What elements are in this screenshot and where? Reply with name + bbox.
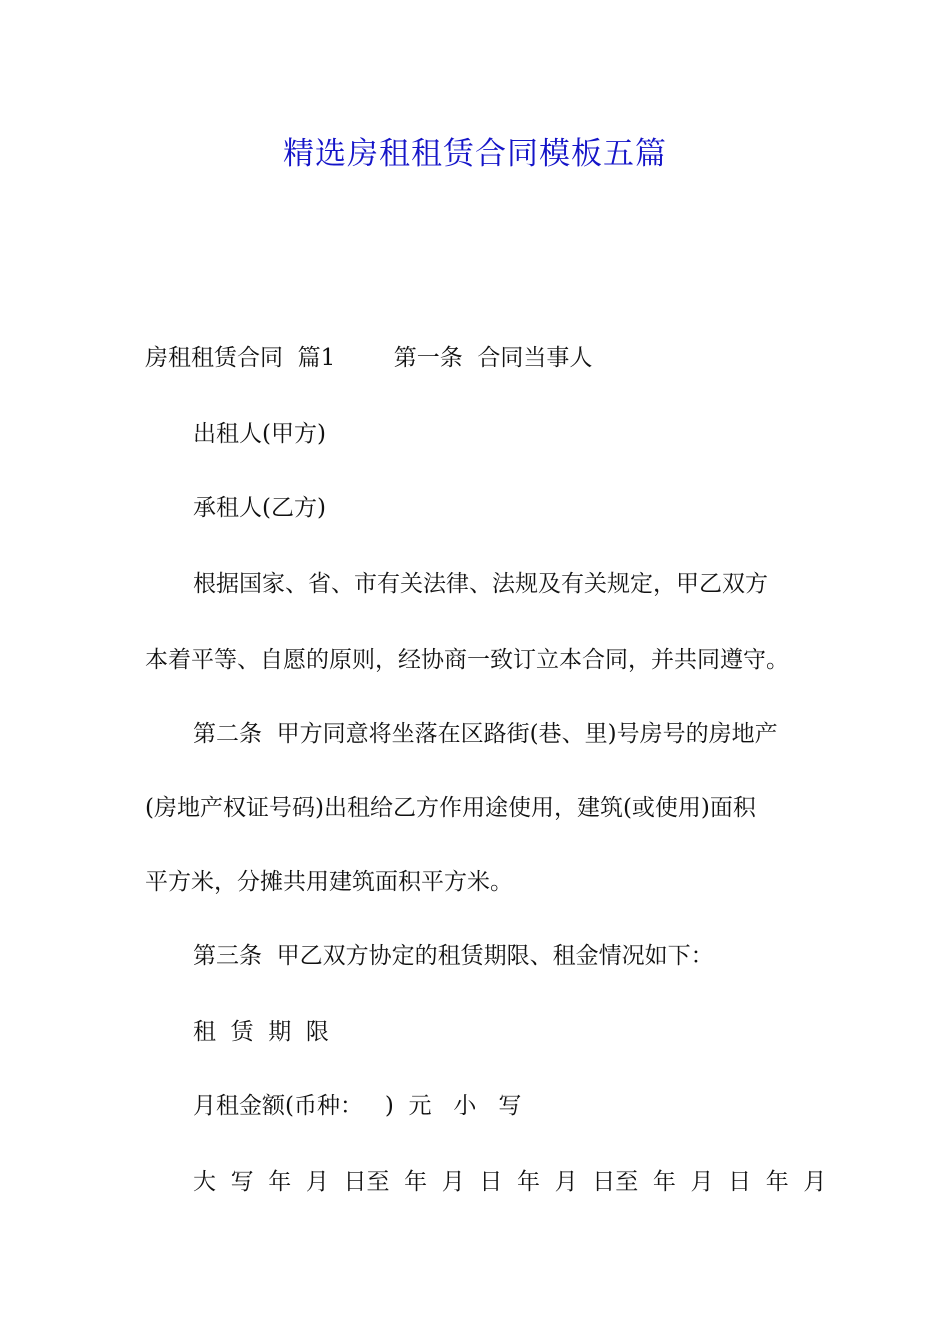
paragraph-line-7: (房地产权证号码)出租给乙方作用途使用，建筑(或使用)面积 (145, 795, 756, 821)
paragraph-line-6: 第二条 甲方同意将坐落在区路街(巷、里)号房号的房地产 (193, 721, 778, 747)
paragraph-line-8: 平方米，分摊共用建筑面积平方米。 (145, 869, 513, 895)
paragraph-line-4: 根据国家、省、市有关法律、法规及有关规定，甲乙双方 (193, 571, 768, 597)
paragraph-line-12: 大 写 年 月 日至 年 月 日 年 月 日至 年 月 日 年 月 (193, 1169, 827, 1195)
document-title: 精选房租租赁合同模板五篇 (283, 136, 667, 172)
paragraph-line-3: 承租人(乙方) (193, 495, 326, 521)
paragraph-line-1: 房租租赁合同 篇1 第一条 合同当事人 (145, 345, 593, 371)
paragraph-line-5: 本着平等、自愿的原则，经协商一致订立本合同，并共同遵守。 (145, 647, 789, 673)
paragraph-line-10: 租 赁 期 限 (193, 1019, 329, 1045)
paragraph-line-11: 月租金额(币种： ) 元 小 写 (193, 1093, 522, 1119)
paragraph-line-9: 第三条 甲乙双方协定的租赁期限、租金情况如下： (193, 943, 714, 969)
paragraph-line-2: 出租人(甲方) (193, 421, 326, 447)
